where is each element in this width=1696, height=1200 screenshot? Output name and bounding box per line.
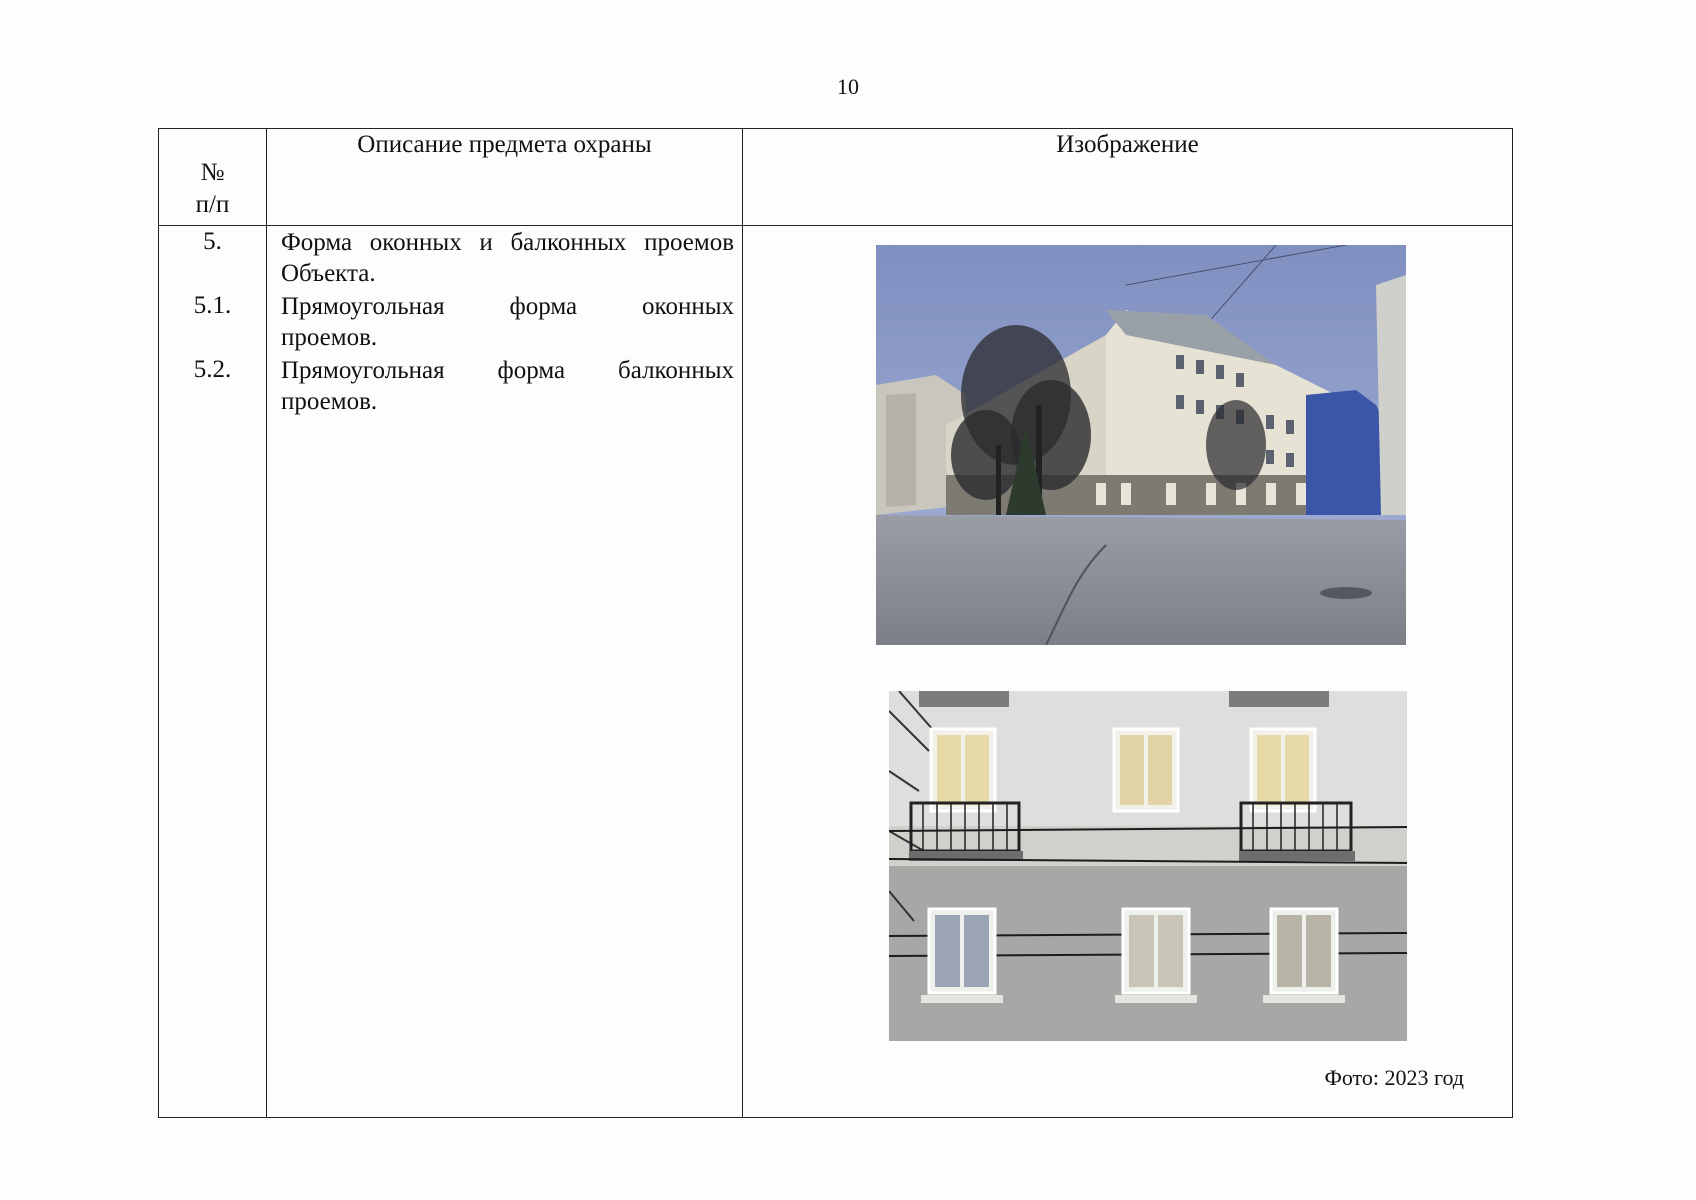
header-number-abbrev: п/п [195, 191, 230, 218]
description-text: Прямоугольная форма оконных [281, 293, 734, 320]
description-text: Прямоугольная форма балконных [281, 357, 734, 384]
image-cell [743, 226, 1513, 1118]
facade-balconies-photo [889, 691, 1407, 1041]
description-text: проемов. [281, 388, 378, 415]
description-cell [267, 226, 743, 1118]
row-number: 5. [203, 228, 222, 255]
header-image: Изображение [743, 129, 1513, 226]
description-item [281, 227, 734, 289]
page-number: 10 [837, 74, 859, 99]
header-description: Описание предмета охраны [267, 129, 743, 226]
row-number: 5.1. [193, 292, 232, 319]
photo-caption: Фото: 2023 год [1324, 1065, 1464, 1090]
description-text: Объекта. [281, 260, 376, 287]
description-text: Форма оконных и балконных проемов [281, 229, 734, 256]
description-item [281, 291, 734, 353]
header-number-symbol: № [200, 159, 225, 186]
header-number [159, 129, 267, 226]
table-row [159, 226, 1513, 1118]
table-header-row [159, 129, 1513, 226]
description-text: проемов. [281, 324, 378, 351]
description-item [281, 355, 734, 417]
protection-subject-table [158, 128, 1513, 1118]
row-number: 5.2. [193, 356, 232, 383]
number-cell [159, 226, 267, 1118]
building-corner-photo [876, 245, 1406, 645]
